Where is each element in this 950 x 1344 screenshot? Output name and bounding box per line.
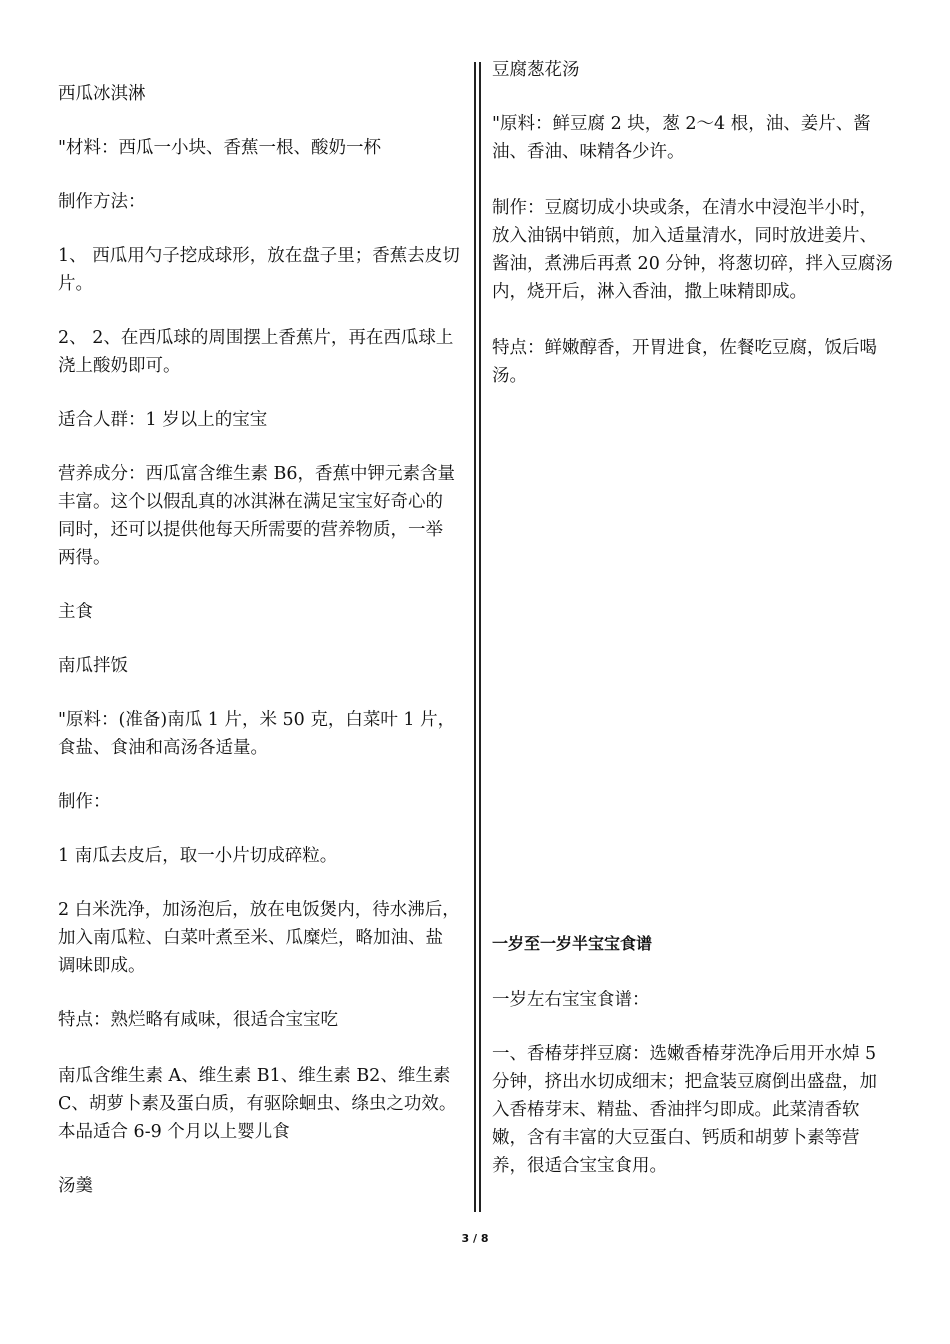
target-group-paragraph: 适合人群：1 岁以上的宝宝	[58, 410, 268, 430]
step-1-paragraph: 1 南瓜去皮后，取一小片切成碎粒。	[58, 846, 338, 866]
features-paragraph: 特点：熟烂略有咸味，很适合宝宝吃	[58, 1010, 338, 1030]
method-paragraph: 制作：豆腐切成小块或条，在清水中浸泡半小时，放入油锅中销煎，加入适量清水，同时放进姜片、酱油，煮沸后再煮 20 分钟，将葱切碎，拌入豆腐汤内，烧开后，淋入香油，撒上味精即成。	[492, 198, 893, 302]
step-2-paragraph: 2、 2、在西瓜球的周围摆上香蕉片，再在西瓜球上浇上酸奶即可。	[58, 328, 454, 376]
subheading-around-1-year: 一岁左右宝宝食谱：	[492, 990, 650, 1010]
ingredients-paragraph: "原料：鲜豆腐 2 块，葱 2～4 根，油、姜片、酱油、香油、味精各少许。	[492, 114, 871, 162]
section-heading-1-to-1.5-years: 一岁至一岁半宝宝食谱	[492, 934, 653, 953]
section-heading-staple: 主食	[58, 602, 93, 622]
column-divider-line	[474, 62, 476, 1212]
column-divider-line	[479, 62, 481, 1212]
page-number: 3 / 8	[461, 1232, 489, 1245]
step-2-paragraph: 2 白米洗净，加汤泡后，放在电饭煲内，待水沸后，加入南瓜粒、白菜叶煮至米、瓜糜烂，略加油、盐调味即成。	[58, 900, 460, 976]
recipe-title-pumpkin-rice: 南瓜拌饭	[58, 656, 128, 676]
features-paragraph: 特点：鲜嫩醇香，开胃进食，佐餐吃豆腐，饭后喝汤。	[492, 338, 877, 386]
method-label: 制作：	[58, 792, 111, 812]
nutrition-paragraph: 营养成分：西瓜富含维生素 B6，香蕉中钾元素含量丰富。这个以假乱真的冰淇淋在满足宝宝好奇心的同时，还可以提供他每天所需要的营养物质，一举两得。	[58, 464, 456, 568]
step-1-paragraph: 1、 西瓜用勺子挖成球形，放在盘子里；香蕉去皮切片。	[58, 246, 460, 294]
nutrition-paragraph: 南瓜含维生素 A、维生素 B1、维生素 B2、维生素 C、胡萝卜素及蛋白质，有驱除蛔虫、绦虫之功效。本品适合 6-9 个月以上婴儿食	[58, 1066, 457, 1142]
recipe-title-watermelon-icecream: 西瓜冰淇淋	[58, 84, 146, 104]
recipe-toona-tofu-paragraph: 一、香椿芽拌豆腐：选嫩香椿芽洗净后用开水焯 5 分钟，挤出水切成细末；把盒装豆腐倒出盛盘，加入香椿芽末、精盐、香油拌匀即成。此菜清香软嫩，含有丰富的大豆蛋白、钙质和胡萝卜素等营养，很适合宝宝食用。	[492, 1044, 877, 1176]
recipe-title-tofu-scallion-soup: 豆腐葱花汤	[492, 60, 580, 80]
section-heading-soup: 汤羹	[58, 1176, 93, 1196]
ingredients-paragraph: "材料：西瓜一小块、香蕉一根、酸奶一杯	[58, 138, 382, 158]
method-label: 制作方法：	[58, 192, 146, 212]
ingredients-paragraph: "原料：(准备)南瓜 1 片，米 50 克，白菜叶 1 片，食盐、食油和高汤各适量。	[58, 710, 456, 758]
